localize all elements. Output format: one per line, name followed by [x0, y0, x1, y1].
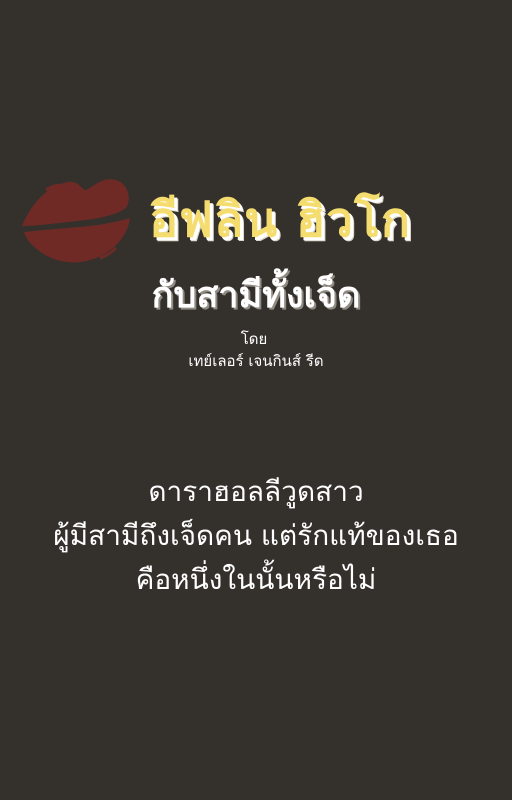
book-title: อีฟลิน ฮิวโก — [149, 192, 411, 248]
book-subtitle: กับสามีทั้งเจ็ด — [151, 275, 361, 316]
blurb-line: คือหนึ่งในนั้นหรือไม่ — [135, 563, 377, 596]
by-label: โดย — [240, 330, 268, 348]
author-name: เทย์เลอร์ เจนกินส์ รีด — [188, 352, 324, 370]
cover-blurb — [0, 470, 512, 602]
blurb-line: ผู้มีสามีถึงเจ็ดคน แต่รักแท้ของเธอ — [53, 519, 459, 552]
blurb-line: ดาราฮอลลีวูดสาว — [148, 475, 364, 508]
